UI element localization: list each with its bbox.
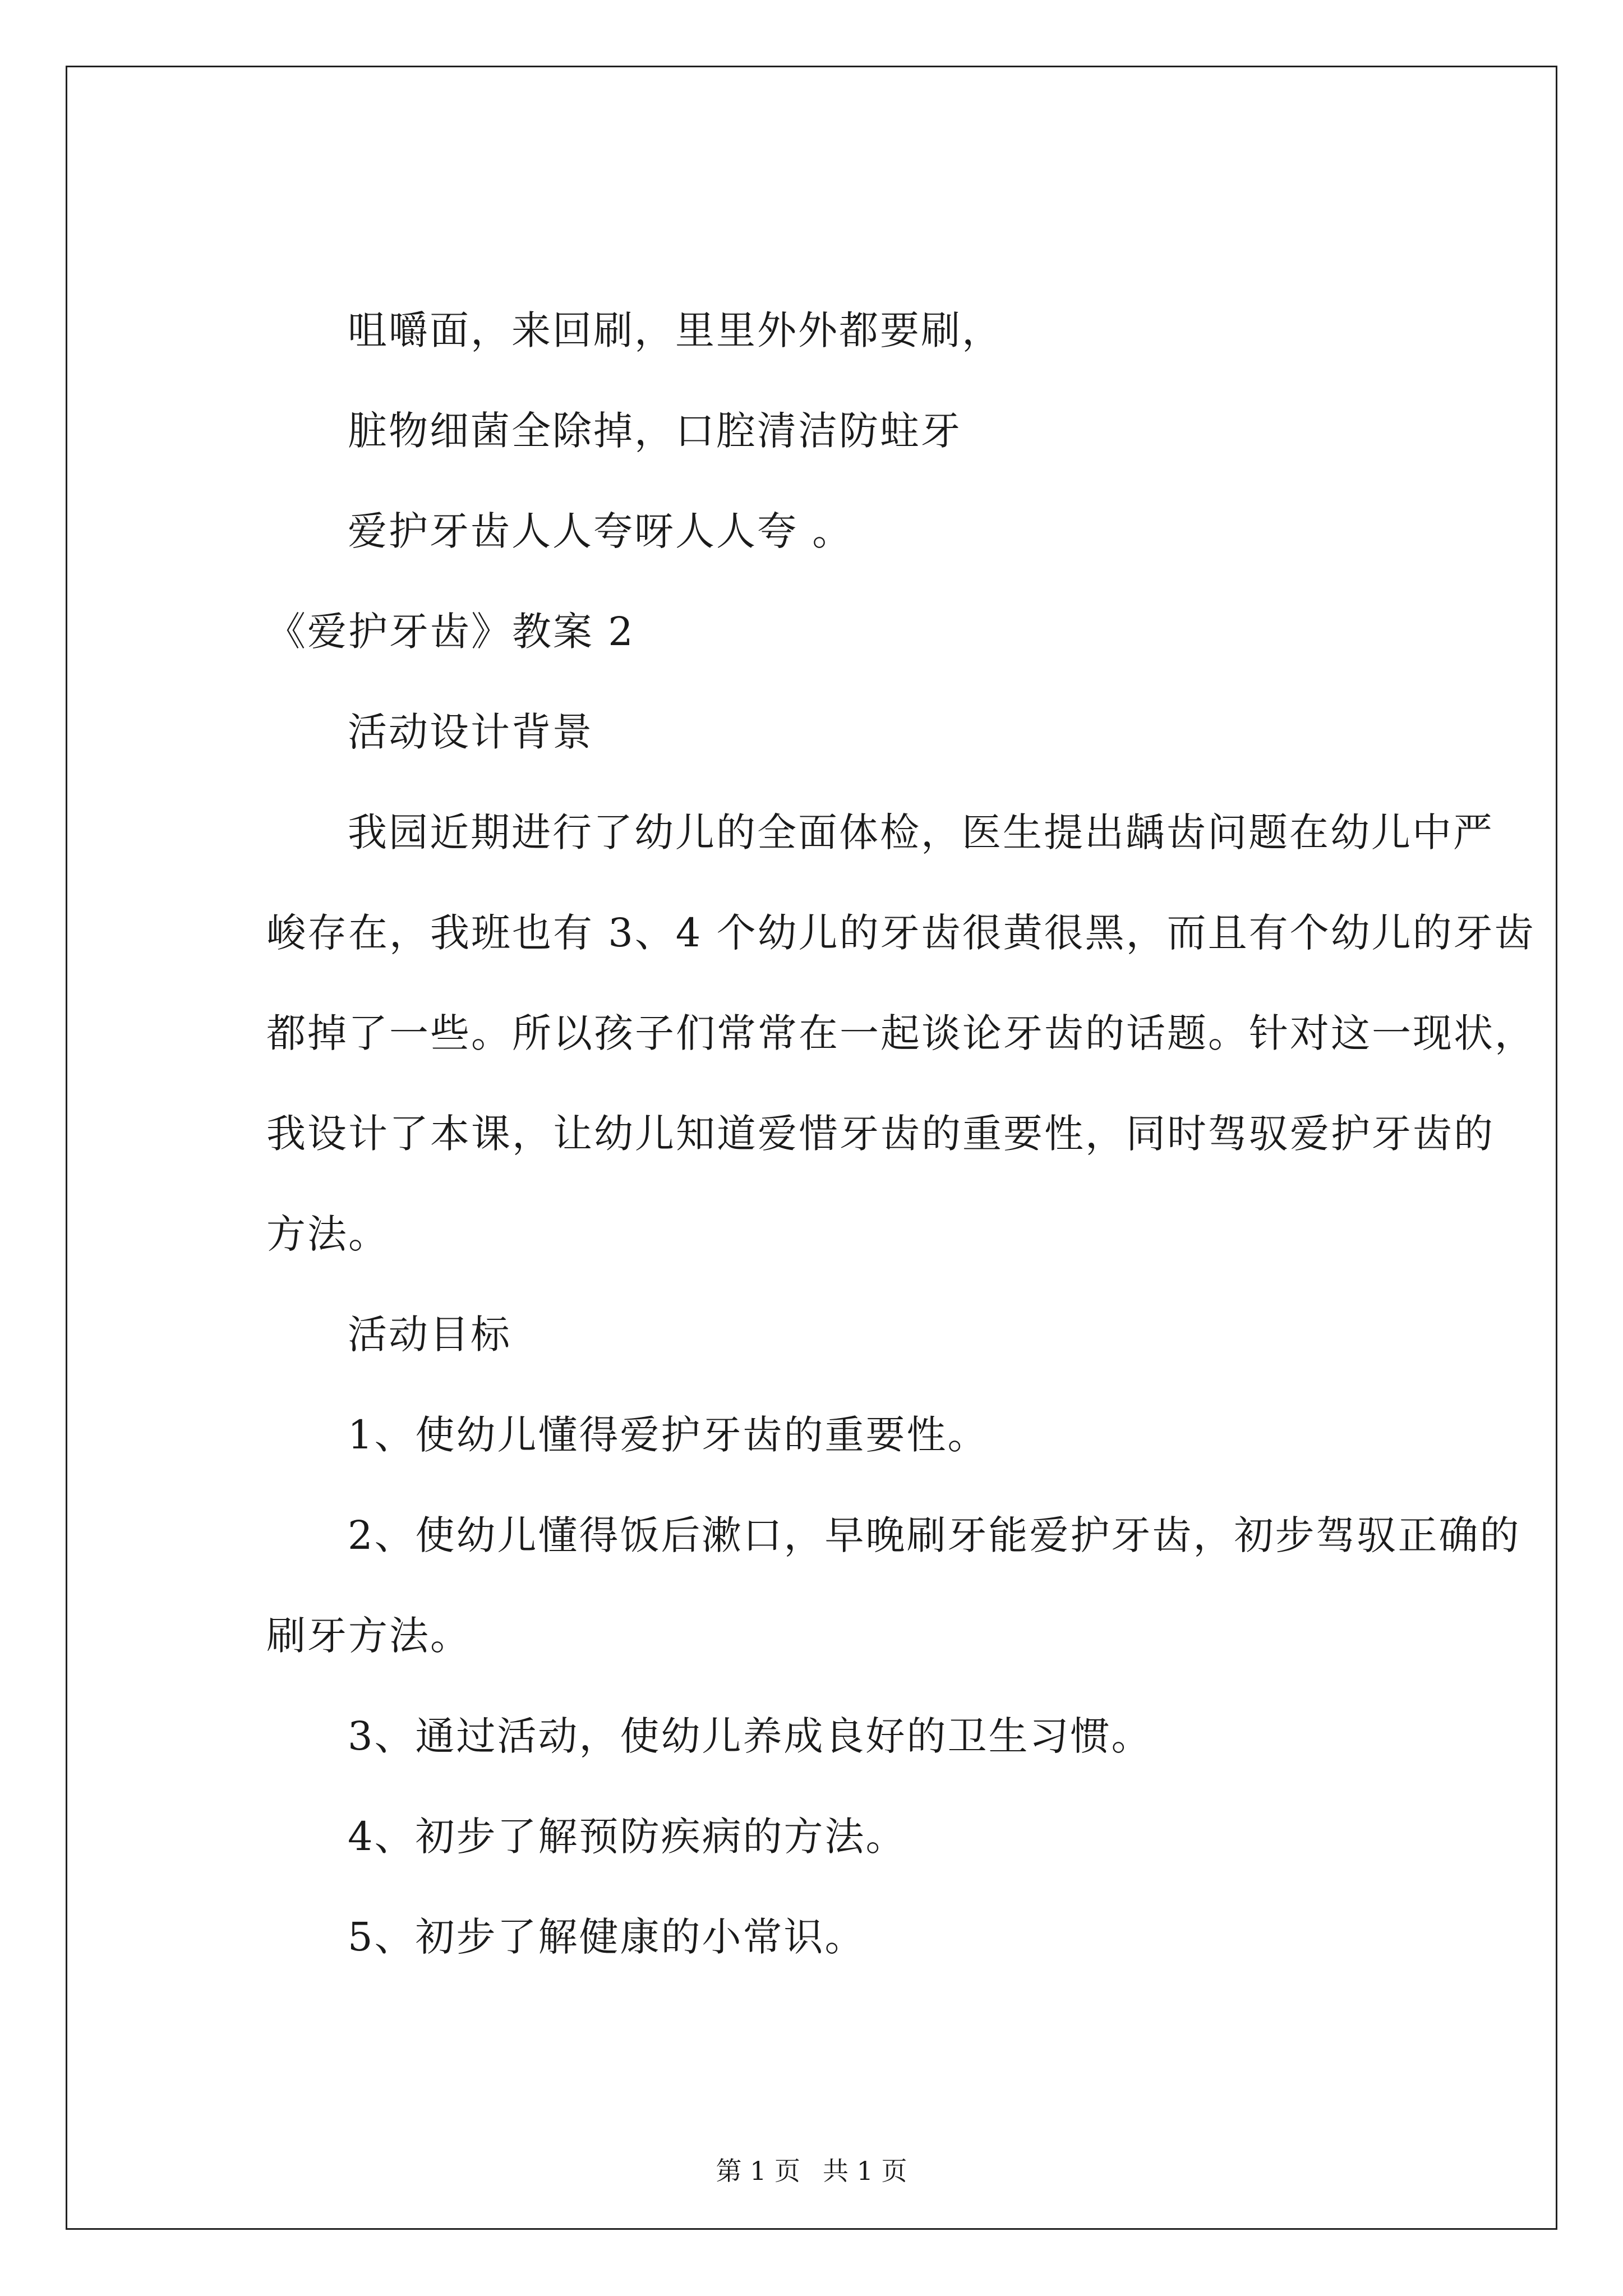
list-item-continuation: 刷牙方法。 (266, 1613, 471, 1659)
subheading: 活动设计背景 (348, 709, 593, 755)
paragraph: 脏物细菌全除掉，口腔清洁防蛀牙 (348, 408, 962, 454)
page-number-total: 共 1 页 (823, 2156, 907, 2186)
paragraph: 我设计了本课，让幼儿知道爱惜牙齿的重要性，同时驾驭爱护牙齿的 (266, 1111, 1495, 1157)
paragraph: 峻存在，我班也有 3、4 个幼儿的牙齿很黄很黑，而且有个幼儿的牙齿 (266, 910, 1536, 956)
subheading: 活动目标 (348, 1312, 511, 1358)
list-item: 1、使幼儿懂得爱护牙齿的重要性。 (348, 1412, 989, 1458)
list-item: 5、初步了解健康的小常识。 (348, 1914, 866, 1960)
document-body (266, 280, 1545, 1987)
page-frame (66, 66, 1557, 2230)
section-heading: 《爱护牙齿》教案 2 (266, 609, 635, 655)
list-item: 3、通过活动，使幼儿养成良好的卫生习惯。 (348, 1713, 1152, 1759)
paragraph: 方法。 (266, 1211, 389, 1257)
list-item: 4、初步了解预防疾病的方法。 (348, 1814, 907, 1860)
paragraph: 爱护牙齿人人夸呀人人夸 。 (348, 508, 854, 554)
page-footer (67, 2154, 1556, 2188)
paragraph: 咀嚼面，来回刷，里里外外都要刷， (348, 307, 1003, 353)
list-item: 2、使幼儿懂得饭后漱口，早晚刷牙能爱护牙齿，初步驾驭正确的 (348, 1512, 1521, 1558)
paragraph: 我园近期进行了幼儿的全面体检，医生提出龋齿问题在幼儿中严 (348, 809, 1494, 855)
page-number-current: 第 1 页 (716, 2156, 800, 2186)
paragraph: 都掉了一些。所以孩子们常常在一起谈论牙齿的话题。针对这一现状， (266, 1010, 1536, 1056)
